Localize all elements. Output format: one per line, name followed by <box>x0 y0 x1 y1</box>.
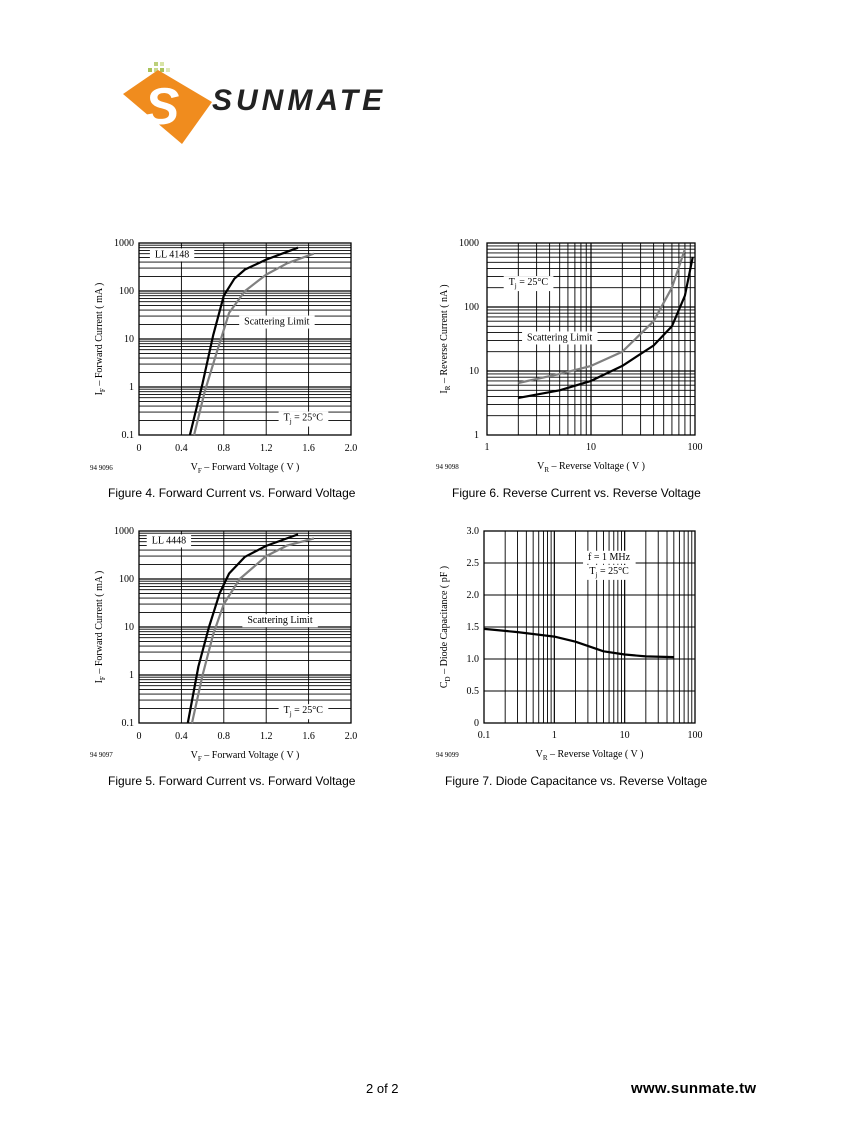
y-tick-label: 100 <box>119 574 134 585</box>
x-tick-label: 0 <box>136 731 142 742</box>
annotation-label: Scattering Limit <box>244 316 310 328</box>
x-axis-label: $V_R$ – Reverse Voltage ( V ) <box>535 749 644 762</box>
x-tick-label: 1 <box>551 730 557 741</box>
y-tick-label: 10 <box>124 622 134 633</box>
annotation-label: f = 1 MHz <box>588 551 631 563</box>
figure-4-caption: Figure 4. Forward Current vs. Forward Voltage <box>108 486 356 500</box>
x-tick-label: 10 <box>586 442 596 453</box>
figure-code: 94 9096 <box>90 464 113 472</box>
annotation-label: Scattering Limit <box>527 332 593 344</box>
x-tick-label: 0.4 <box>175 443 188 454</box>
x-tick-label: 1.6 <box>302 731 315 742</box>
y-tick-label: 2.0 <box>466 590 479 601</box>
y-tick-label: 10 <box>124 334 134 345</box>
y-tick-label: 0 <box>474 718 479 729</box>
y-tick-label: 0.1 <box>121 430 134 441</box>
y-tick-label: 1000 <box>114 238 134 249</box>
y-axis-label: $I_R$ – Reverse Current ( nA ) <box>439 284 452 394</box>
x-axis-label: $V_F$ – Forward Voltage ( V ) <box>190 462 300 475</box>
figure-5-caption: Figure 5. Forward Current vs. Forward Voltage <box>108 774 356 788</box>
y-tick-label: 3.0 <box>466 526 479 537</box>
annotation-label: $T_j = 25^\circ C$ <box>589 565 629 579</box>
annotation-label: $T_j = 25^\circ C$ <box>283 705 323 719</box>
x-tick-label: 0 <box>136 443 142 454</box>
x-tick-label: 2.0 <box>344 731 358 742</box>
annotation-label: $T_j = 25^\circ C$ <box>508 277 549 291</box>
figure-code: 94 9099 <box>436 751 459 759</box>
x-tick-label: 2.0 <box>344 443 358 454</box>
y-tick-label: 1000 <box>459 238 479 249</box>
y-tick-label: 100 <box>119 286 134 297</box>
y-tick-label: 1.0 <box>466 654 479 665</box>
series-line-typical <box>484 629 674 657</box>
x-tick-label: 100 <box>687 730 703 741</box>
x-axis-label: $V_F$ – Forward Voltage ( V ) <box>190 750 300 763</box>
y-axis-label: $I_F$ – Forward Current ( mA ) <box>94 570 107 684</box>
x-tick-label: 1 <box>484 442 490 453</box>
x-tick-label: 0.1 <box>477 730 491 741</box>
figure-code: 94 9097 <box>90 751 113 759</box>
y-tick-label: 0.5 <box>466 686 479 697</box>
y-tick-label: 10 <box>469 366 479 377</box>
x-tick-label: 1.6 <box>302 443 315 454</box>
x-tick-label: 0.4 <box>175 731 188 742</box>
annotation-label: LL 4448 <box>151 535 187 547</box>
annotation-label: LL 4148 <box>154 249 190 261</box>
y-tick-label: 1.5 <box>466 622 479 633</box>
y-axis-label: $I_F$ – Forward Current ( mA ) <box>94 282 107 396</box>
x-tick-label: 1.2 <box>259 731 273 742</box>
y-tick-label: 2.5 <box>466 558 479 569</box>
figure-7-caption: Figure 7. Diode Capacitance vs. Reverse Voltage <box>445 774 708 788</box>
figure-6-caption: Figure 6. Reverse Current vs. Reverse Voltage <box>452 486 701 500</box>
y-tick-label: 0.1 <box>121 718 134 729</box>
y-tick-label: 100 <box>464 302 479 313</box>
x-tick-label: 0.8 <box>217 443 231 454</box>
figure-code: 94 9098 <box>436 463 459 471</box>
logo-wordmark: SUNMATE <box>212 84 387 117</box>
x-axis-label: $V_R$ – Reverse Voltage ( V ) <box>537 461 645 474</box>
y-axis-label: $C_D$ – Diode Capacitance ( pF ) <box>439 565 452 689</box>
y-tick-label: 1 <box>474 430 479 441</box>
annotation-label: Scattering Limit <box>247 615 313 627</box>
y-tick-label: 1 <box>129 670 134 681</box>
y-tick-label: 1 <box>129 382 134 393</box>
x-tick-label: 1.2 <box>259 443 273 454</box>
y-tick-label: 1000 <box>114 526 134 537</box>
x-tick-label: 10 <box>619 730 630 741</box>
x-tick-label: 0.8 <box>217 731 231 742</box>
x-tick-label: 100 <box>687 442 703 453</box>
logo-icon-letter: S <box>144 78 180 136</box>
annotation-label: $T_j = 25^\circ C$ <box>283 412 323 426</box>
page-number: 2 of 2 <box>366 1081 399 1096</box>
website-url[interactable]: www.sunmate.tw <box>631 1080 757 1097</box>
